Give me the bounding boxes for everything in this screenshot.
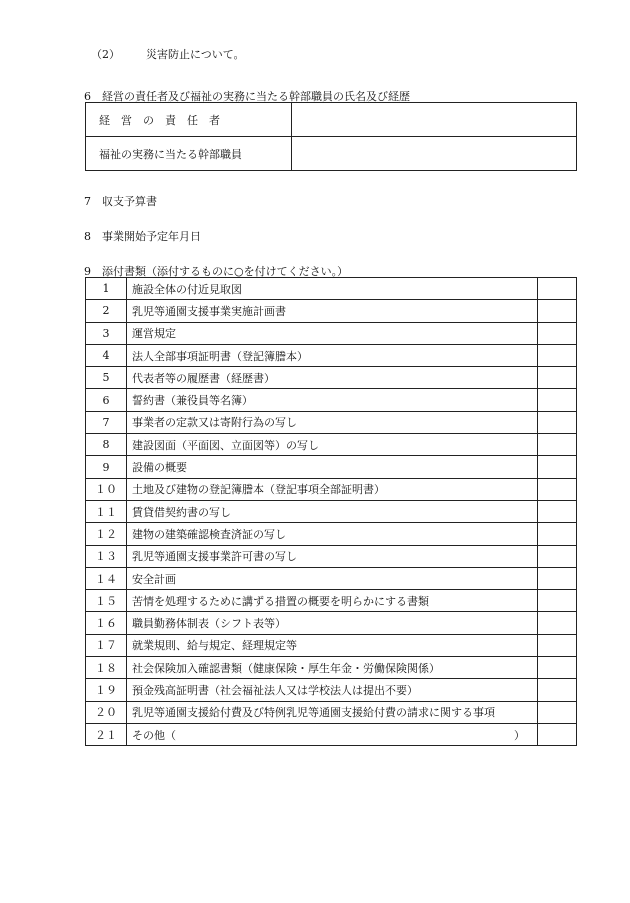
table-row xyxy=(86,367,577,389)
section-2-text: 災害防止について。 xyxy=(146,48,245,61)
attachment-number: ２０ xyxy=(86,701,127,723)
attachment-name: 安全計画 xyxy=(127,567,538,589)
attachment-check-cell[interactable] xyxy=(538,456,577,478)
attachment-name: 施設全体の付近見取図 xyxy=(127,278,538,300)
attachment-number: １７ xyxy=(86,634,127,656)
attachment-check-cell[interactable] xyxy=(538,612,577,634)
table-row xyxy=(86,657,577,679)
attachment-name: 建物の建築確認検査済証の写し xyxy=(127,523,538,545)
attachment-number: １８ xyxy=(86,657,127,679)
attachment-number: 8 xyxy=(86,434,127,456)
table-row xyxy=(86,545,577,567)
attachment-number: 5 xyxy=(86,367,127,389)
management-table xyxy=(85,102,577,171)
attachment-number: １６ xyxy=(86,612,127,634)
attachment-name: 賃貸借契約書の写し xyxy=(127,500,538,522)
attachment-name: 就業規則、給与規定、経理規定等 xyxy=(127,634,538,656)
table-row xyxy=(86,322,577,344)
attachment-name: 社会保険加入確認書類（健康保険・厚生年金・労働保険関係） xyxy=(127,657,538,679)
attachment-name xyxy=(127,723,538,745)
attachment-name: 職員勤務体制表（シフト表等） xyxy=(127,612,538,634)
attachment-number: １５ xyxy=(86,590,127,612)
table-row xyxy=(86,456,577,478)
attachment-number: 2 xyxy=(86,300,127,322)
other-label: その他（ xyxy=(132,728,176,742)
table-row xyxy=(86,612,577,634)
attachment-check-cell[interactable] xyxy=(538,389,577,411)
attachment-number: 1 xyxy=(86,278,127,300)
attachment-check-cell[interactable] xyxy=(538,278,577,300)
attachment-check-cell[interactable] xyxy=(538,523,577,545)
section-8-heading xyxy=(84,228,201,244)
attachment-name: 土地及び建物の登記簿謄本（登記事項全部証明書） xyxy=(127,478,538,500)
table-row xyxy=(86,523,577,545)
table-row xyxy=(86,478,577,500)
attachment-name: 運営規定 xyxy=(127,322,538,344)
table-row xyxy=(86,278,577,300)
attachment-check-cell[interactable] xyxy=(538,322,577,344)
section-2-number: （2） xyxy=(91,48,120,61)
attachment-number: 3 xyxy=(86,322,127,344)
attachment-check-cell[interactable] xyxy=(538,701,577,723)
section-8-title: 事業開始予定年月日 xyxy=(102,230,201,243)
table-row xyxy=(86,389,577,411)
attachment-check-cell[interactable] xyxy=(538,434,577,456)
table-row xyxy=(86,500,577,522)
attachment-number: １１ xyxy=(86,500,127,522)
attachment-number: 7 xyxy=(86,411,127,433)
attachment-check-cell[interactable] xyxy=(538,634,577,656)
section-7-title: 収支予算書 xyxy=(102,195,157,208)
section-8-number: 8 xyxy=(84,230,91,243)
table-row xyxy=(86,634,577,656)
section-9-number: 9 xyxy=(84,265,91,278)
section-2-heading xyxy=(91,46,245,62)
section-9-title: 添付書類（添付するものに○を付けてください。） xyxy=(102,265,349,278)
attachments-table xyxy=(85,277,577,746)
attachment-check-cell[interactable] xyxy=(538,545,577,567)
attachment-name: 設備の概要 xyxy=(127,456,538,478)
manager-value-cell[interactable] xyxy=(292,103,577,137)
attachment-check-cell[interactable] xyxy=(538,478,577,500)
attachment-name: 代表者等の履歴書（経歴書） xyxy=(127,367,538,389)
table-row xyxy=(86,434,577,456)
attachment-check-cell[interactable] xyxy=(538,723,577,745)
table-row xyxy=(86,300,577,322)
attachment-number: １２ xyxy=(86,523,127,545)
attachment-check-cell[interactable] xyxy=(538,500,577,522)
attachment-name: 誓約書（兼役員等名簿） xyxy=(127,389,538,411)
table-row xyxy=(86,679,577,701)
table-row xyxy=(86,723,577,745)
manager-label: 経 営 の 責 任 者 xyxy=(86,103,292,137)
attachment-number: １３ xyxy=(86,545,127,567)
section-7-number: 7 xyxy=(84,195,91,208)
attachment-number: １９ xyxy=(86,679,127,701)
section-6-title: 経営の責任者及び福祉の実務に当たる幹部職員の氏名及び経歴 xyxy=(102,90,410,103)
table-row xyxy=(86,103,577,137)
attachment-name: 乳児等通園支援事業許可書の写し xyxy=(127,545,538,567)
table-row xyxy=(86,701,577,723)
attachment-number: １４ xyxy=(86,567,127,589)
attachment-name: 乳児等通園支援給付費及び特例乳児等通園支援給付費の請求に関する事項 xyxy=(127,701,538,723)
attachment-name: 乳児等通園支援事業実施計画書 xyxy=(127,300,538,322)
attachment-number: 6 xyxy=(86,389,127,411)
table-row xyxy=(86,567,577,589)
attachment-check-cell[interactable] xyxy=(538,657,577,679)
attachment-name: 建設図面（平面図、立面図等）の写し xyxy=(127,434,538,456)
attachment-name: 預金残高証明書（社会福祉法人又は学校法人は提出不要） xyxy=(127,679,538,701)
attachment-check-cell[interactable] xyxy=(538,411,577,433)
attachment-number: 9 xyxy=(86,456,127,478)
attachment-name: 事業者の定款又は寄附行為の写し xyxy=(127,411,538,433)
attachment-check-cell[interactable] xyxy=(538,367,577,389)
attachment-check-cell[interactable] xyxy=(538,679,577,701)
table-row xyxy=(86,411,577,433)
table-row xyxy=(86,344,577,366)
other-close-paren: ） xyxy=(514,728,525,742)
attachment-name: 苦情を処理するために講ずる措置の概要を明らかにする書類 xyxy=(127,590,538,612)
senior-staff-value-cell[interactable] xyxy=(292,137,577,171)
attachment-check-cell[interactable] xyxy=(538,590,577,612)
attachment-number: １０ xyxy=(86,478,127,500)
attachment-check-cell[interactable] xyxy=(538,300,577,322)
section-6-number: 6 xyxy=(84,90,91,103)
table-row xyxy=(86,590,577,612)
attachment-number: 4 xyxy=(86,344,127,366)
attachment-name: 法人全部事項証明書（登記簿謄本） xyxy=(127,344,538,366)
senior-staff-label: 福祉の実務に当たる幹部職員 xyxy=(86,137,292,171)
attachment-number: ２１ xyxy=(86,723,127,745)
attachment-check-cell[interactable] xyxy=(538,344,577,366)
table-row xyxy=(86,137,577,171)
section-7-heading xyxy=(84,193,157,209)
attachment-check-cell[interactable] xyxy=(538,567,577,589)
